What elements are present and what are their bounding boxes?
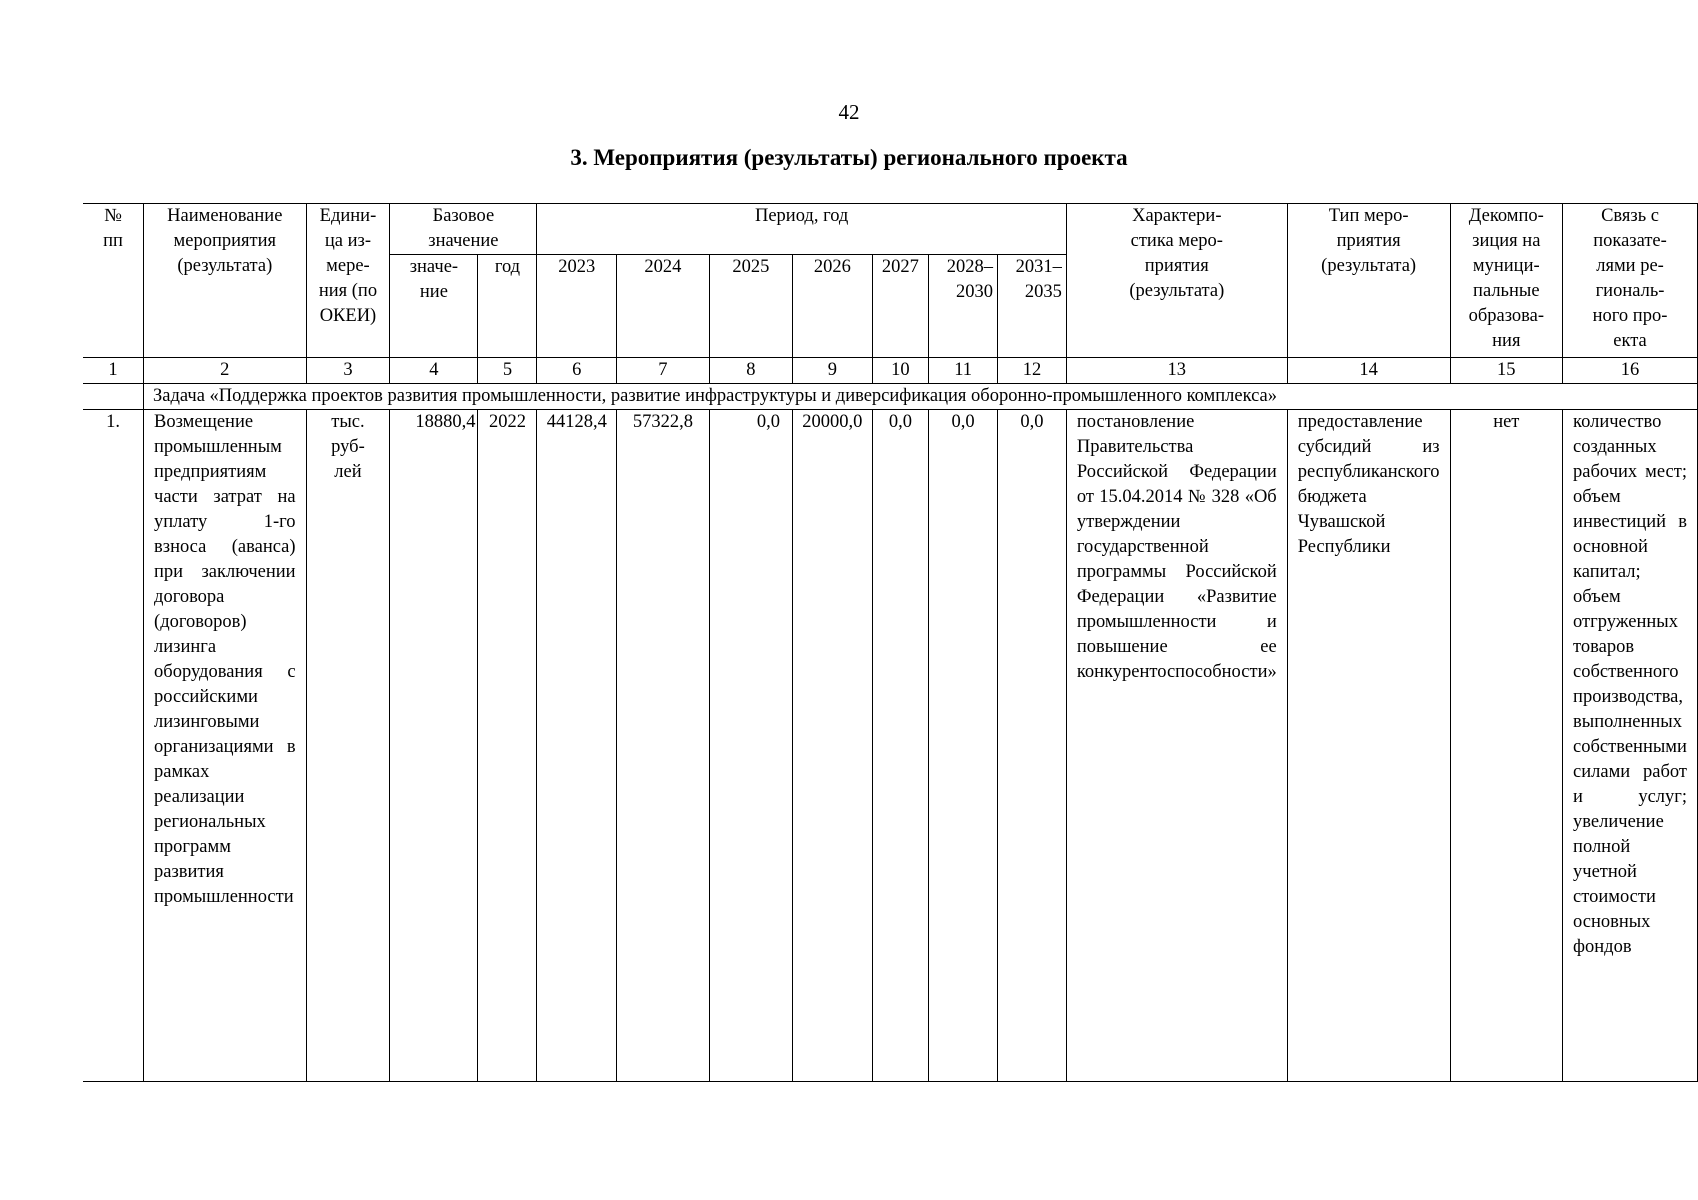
- page-number: 42: [838, 100, 860, 124]
- header-decomposition: Декомпо- зиция на муници- пальные образова- ния: [1450, 204, 1563, 358]
- row-value: 0,0: [998, 410, 1067, 1082]
- column-number: 12: [998, 358, 1067, 384]
- column-number: 14: [1287, 358, 1450, 384]
- header-period: Период, год: [537, 204, 1066, 255]
- column-number: 3: [306, 358, 390, 384]
- column-number: 7: [617, 358, 710, 384]
- header-year: 2031– 2035: [998, 255, 1067, 358]
- header-year: 2024: [617, 255, 710, 358]
- column-number: 9: [793, 358, 873, 384]
- header-year: 2028– 2030: [929, 255, 998, 358]
- column-number: 5: [478, 358, 537, 384]
- row-decomposition: нет: [1450, 410, 1563, 1082]
- header-unit: Едини- ца из- мере- ния (по ОКЕИ): [306, 204, 390, 358]
- row-num: 1.: [83, 410, 144, 1082]
- column-number: 10: [872, 358, 929, 384]
- header-name: Наименование мероприятия (результата): [144, 204, 307, 358]
- header-type: Тип меро- приятия (результата): [1287, 204, 1450, 358]
- column-number: 16: [1563, 358, 1698, 384]
- table-row: [83, 410, 1698, 1082]
- row-unit: тыс. руб- лей: [306, 410, 390, 1082]
- column-number: 4: [390, 358, 478, 384]
- column-number: 11: [929, 358, 998, 384]
- column-number: 15: [1450, 358, 1563, 384]
- row-value: 0,0: [872, 410, 929, 1082]
- header-base: Базовое значение: [390, 204, 537, 255]
- header-year: 2025: [709, 255, 792, 358]
- header-num: № пп: [83, 204, 144, 358]
- projects-table: [83, 203, 1698, 1082]
- row-link: количество созданных рабочих мест; объем инвестиций в основной капитал; объем отгруженных товаров собственного производства, выполненных собственными силами работ и услуг; увеличение полной учетной стоимости основных фондов: [1563, 410, 1698, 1082]
- column-number: 1: [83, 358, 144, 384]
- row-value: 57322,8: [617, 410, 710, 1082]
- row-characteristic: постановление Правительства Российской Федерации от 15.04.2014 № 328 «Об утверждении государственной программы Российской Федерации «Развитие промышленности и повышение ее конкурентоспособности»: [1066, 410, 1287, 1082]
- header-year: 2026: [793, 255, 873, 358]
- task-row: Задача «Поддержка проектов развития промышленности, развитие инфраструктуры и диверсификация оборонно-промышленного комплекса»: [144, 384, 1698, 410]
- row-value: 0,0: [929, 410, 998, 1082]
- column-number: 2: [144, 358, 307, 384]
- header-base-year: год: [478, 255, 537, 358]
- task-num-cell: [83, 384, 144, 410]
- row-type: предоставление субсидий из республиканского бюджета Чувашской Республики: [1287, 410, 1450, 1082]
- row-value: 0,0: [709, 410, 792, 1082]
- row-value: 20000,0: [793, 410, 873, 1082]
- column-number: 8: [709, 358, 792, 384]
- column-number: 13: [1066, 358, 1287, 384]
- header-year: 2023: [537, 255, 617, 358]
- header-characteristic: Характери- стика меро- приятия (результата): [1066, 204, 1287, 358]
- row-base-value: 18880,4: [390, 410, 478, 1082]
- header-year: 2027: [872, 255, 929, 358]
- header-link: Связь с показате- лями ре- гиональ- ного про- екта: [1563, 204, 1698, 358]
- row-name: Возмещение промышленным предприятиям части затрат на уплату 1-го взноса (аванса) при заключении договора (договоров) лизинга оборудования с российскими лизинговыми организациями в рамках реализации региональных программ развития промышленности: [144, 410, 307, 1082]
- row-value: 44128,4: [537, 410, 617, 1082]
- row-base-year: 2022: [478, 410, 537, 1082]
- column-number: 6: [537, 358, 617, 384]
- page-title: 3. Мероприятия (результаты) регионального проекта: [570, 145, 1128, 170]
- header-base-value: значе- ние: [390, 255, 478, 358]
